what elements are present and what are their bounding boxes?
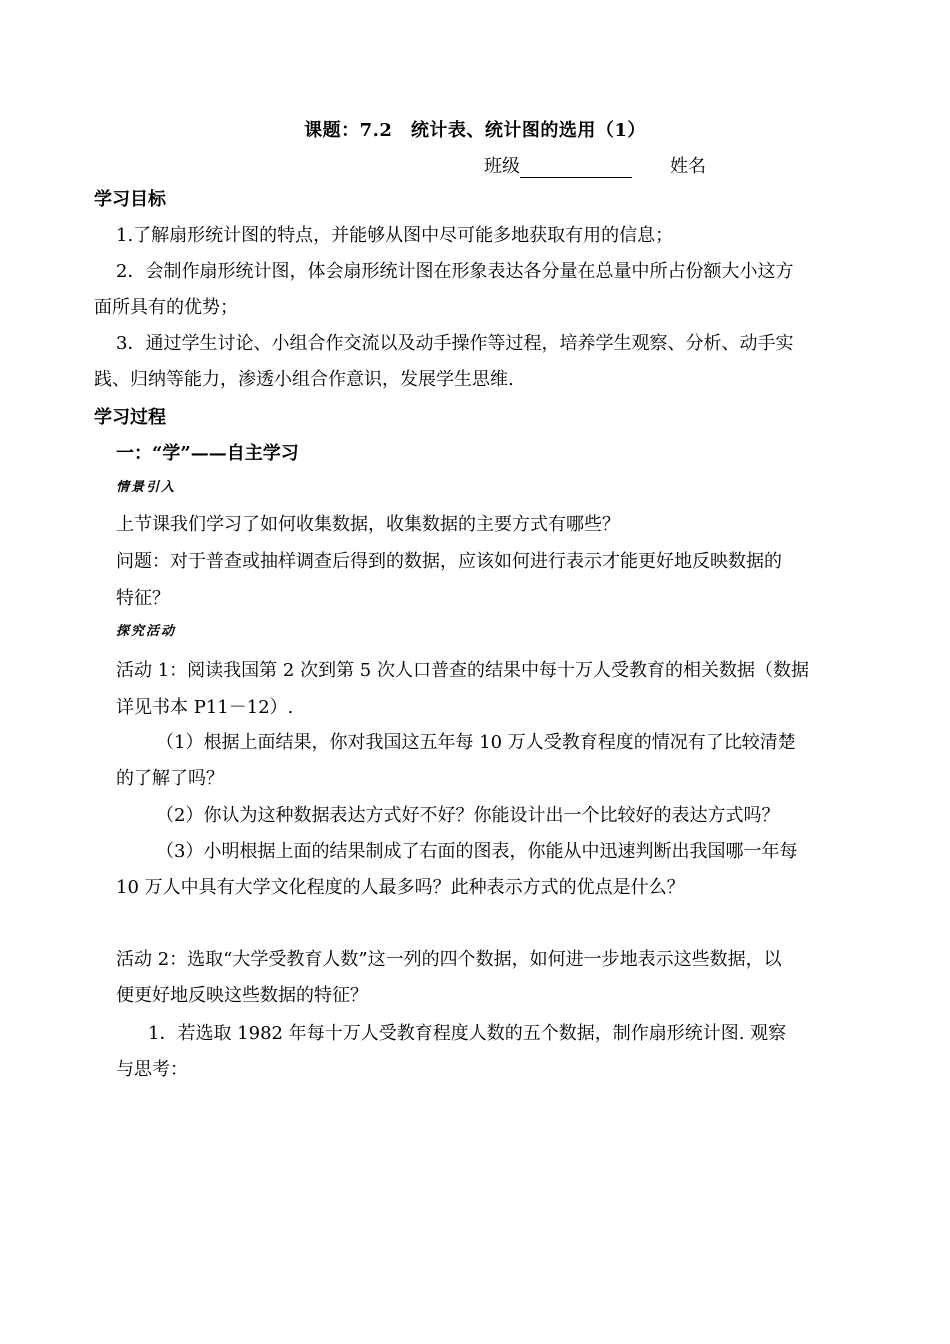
question3: [116, 834, 856, 906]
activity2-line: 便更好地反映这些数据的特征？: [116, 985, 368, 1006]
question1-line: （1）根据上面结果，你对我国这五年每 10 万人受教育程度的情况有了比较清楚: [156, 732, 796, 753]
class-label: 班级: [484, 156, 520, 177]
objectives-heading: 学习目标: [94, 189, 166, 210]
explore-heading: 探究活动: [116, 624, 177, 639]
page-title: 课题：7.2 统计表、统计图的选用（1）: [304, 120, 646, 141]
objective-item: 1.了解扇形统计图的特点，并能够从图中尽可能多地获取有用的信息；: [116, 225, 674, 246]
intro-line: 上节课我们学习了如何收集数据，收集数据的主要方式有哪些？: [116, 514, 620, 535]
step1-text: [116, 1016, 856, 1088]
step1-line: 1．若选取 1982 年每十万人受教育程度人数的五个数据，制作扇形统计图. 观察: [148, 1023, 787, 1044]
objectives-heading-block: [94, 182, 166, 218]
question1-line: 的了解了吗？: [116, 768, 224, 789]
question2-line: （2）你认为这种数据表达方式好不好？你能设计出一个比较好的表达方式吗？: [156, 805, 780, 826]
objective-item: 面所具有的优势；: [94, 297, 238, 318]
activity2-text: [116, 942, 856, 1014]
intro-heading-block: [116, 472, 176, 504]
activity1-line: 活动 1：阅读我国第 2 次到第 5 次人口普查的结果中每十万人受教育的相关数据（数据: [116, 660, 809, 681]
step1-line: 与思考：: [116, 1059, 188, 1080]
part1-heading-block: [116, 436, 299, 472]
activity2-line: 活动 2：选取“大学受教育人数”这一列的四个数据，如何进一步地表示这些数据，以: [116, 949, 782, 970]
question2: [116, 798, 856, 834]
activity1-line: 详见书本 P11－12）.: [116, 697, 294, 718]
question3-line: 10 万人中具有大学文化程度的人最多吗？此种表示方式的优点是什么？: [116, 877, 685, 898]
class-blank[interactable]: [520, 159, 632, 178]
objectives-list: [94, 218, 854, 398]
process-heading: 学习过程: [94, 407, 166, 428]
question1: [116, 725, 856, 797]
objective-item: 践、归纳等能力，渗透小组合作意识，发展学生思维.: [94, 369, 514, 390]
intro-line: 问题：对于普查或抽样调查后得到的数据，应该如何进行表示才能更好地反映数据的: [116, 551, 782, 572]
question3-line: （3）小明根据上面的结果制成了右面的图表，你能从中迅速判断出我国哪一年每: [156, 841, 798, 862]
activity1-text: [116, 652, 856, 726]
explore-heading-block: [116, 616, 176, 648]
part1-heading: 一：“学”——自主学习: [116, 443, 299, 464]
intro-heading: 情景引入: [116, 480, 177, 495]
objective-item: 2．会制作扇形统计图，体会扇形统计图在形象表达各分量在总量中所占份额大小这方: [116, 261, 794, 282]
process-heading-block: [94, 400, 166, 436]
name-label: 姓名: [670, 156, 706, 177]
intro-text: [116, 506, 856, 617]
objective-item: 3．通过学生讨论、小组合作交流以及动手操作等过程，培养学生观察、分析、动手实: [116, 333, 794, 354]
intro-line: 特征？: [116, 588, 170, 609]
class-name-line: [484, 152, 706, 178]
